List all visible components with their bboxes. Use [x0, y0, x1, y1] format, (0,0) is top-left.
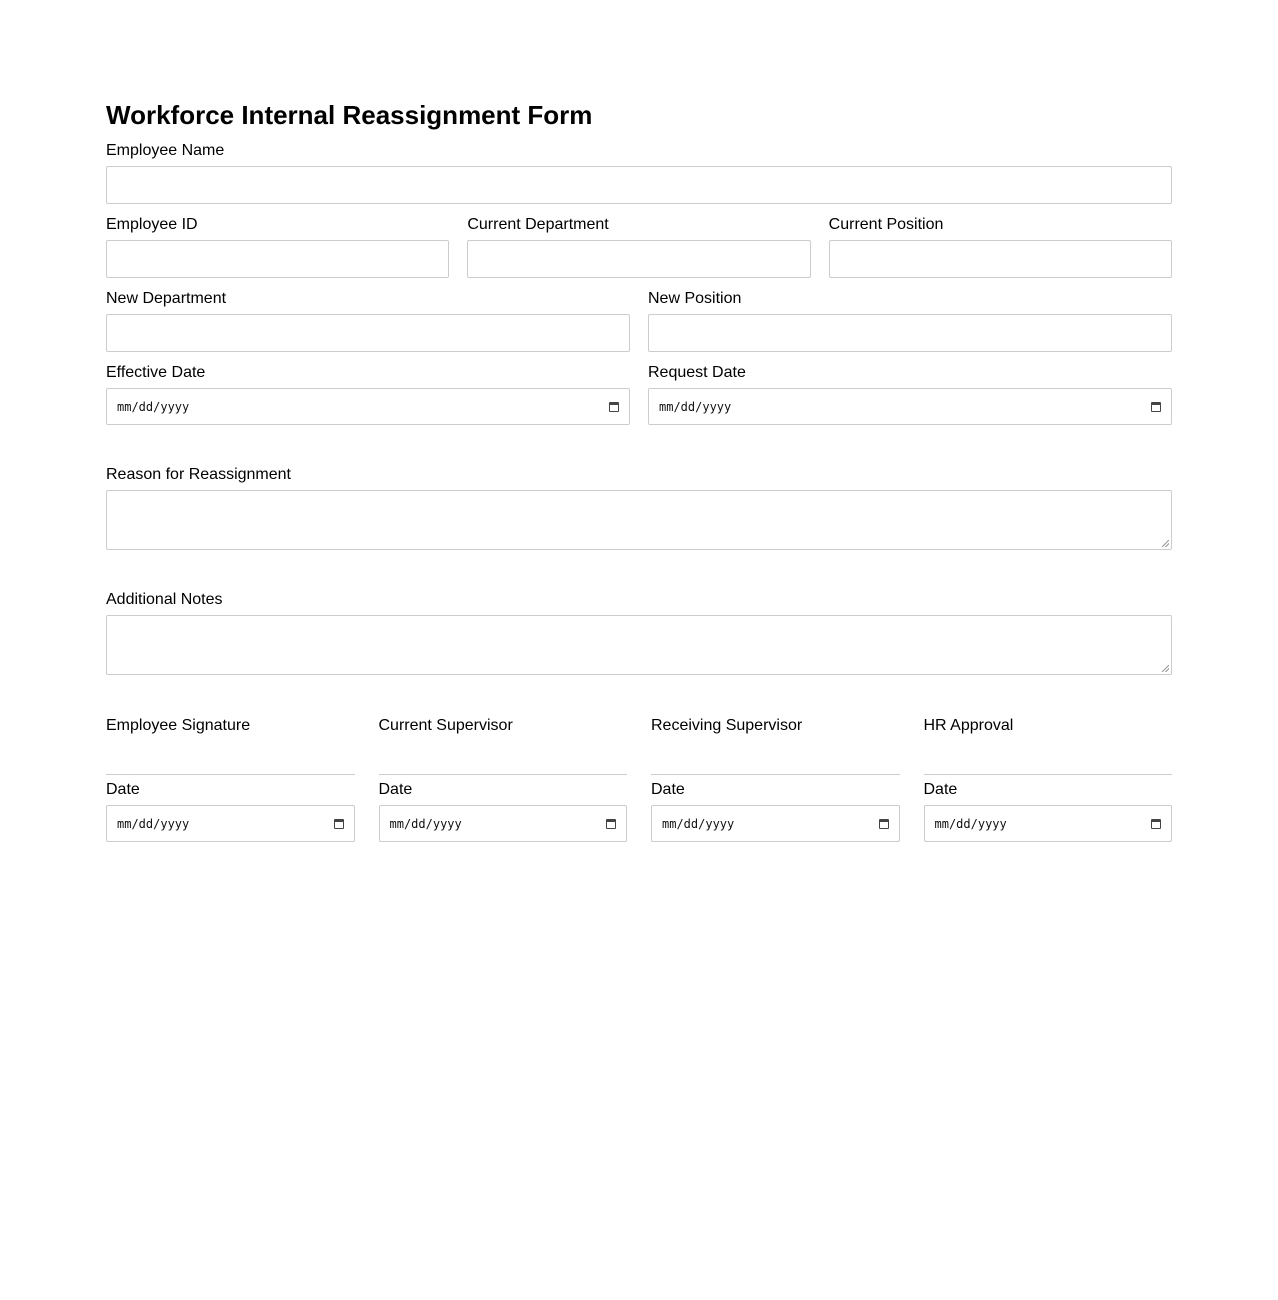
calendar-icon[interactable] — [879, 819, 889, 829]
signature-block — [379, 716, 628, 842]
signature-date-input[interactable] — [651, 805, 900, 842]
date-placeholder: mm/dd/yyyy — [934, 816, 1007, 831]
calendar-icon[interactable] — [334, 819, 344, 829]
date-label: Date — [378, 781, 413, 798]
date-label: Date — [106, 781, 140, 798]
new-position-input[interactable] — [648, 314, 1172, 352]
employee-id-label: Employee ID — [106, 216, 198, 233]
date-placeholder: mm/dd/yyyy — [117, 399, 190, 414]
signature-line[interactable] — [651, 741, 900, 775]
signature-block — [651, 716, 900, 842]
reason-textarea[interactable] — [106, 490, 1172, 550]
request-date-label: Request Date — [648, 364, 746, 381]
date-placeholder: mm/dd/yyyy — [662, 816, 735, 831]
date-label: Date — [651, 781, 685, 798]
notes-label: Additional Notes — [106, 591, 223, 608]
signature-label: Employee Signature — [106, 717, 251, 734]
signature-line[interactable] — [379, 741, 628, 775]
employee-name-input[interactable] — [106, 166, 1172, 204]
current-department-label: Current Department — [467, 216, 609, 233]
signature-date-input[interactable] — [924, 805, 1173, 842]
calendar-icon[interactable] — [606, 819, 616, 829]
current-position-input[interactable] — [829, 240, 1172, 278]
request-date-input[interactable] — [648, 388, 1172, 425]
signature-label: Current Supervisor — [378, 717, 513, 734]
current-department-input[interactable] — [467, 240, 810, 278]
notes-textarea[interactable] — [106, 615, 1172, 675]
new-department-input[interactable] — [106, 314, 630, 352]
employee-name-group — [106, 141, 1172, 204]
signature-date-input[interactable] — [106, 805, 355, 842]
current-position-label: Current Position — [828, 216, 944, 233]
reason-label: Reason for Reassignment — [106, 466, 291, 483]
employee-name-label: Employee Name — [106, 142, 225, 159]
page-title: Workforce Internal Reassignment Form — [106, 100, 593, 130]
signature-label: HR Approval — [923, 717, 1014, 734]
signature-block — [924, 716, 1173, 842]
signature-block — [106, 716, 355, 842]
new-position-label: New Position — [648, 290, 742, 307]
signature-line[interactable] — [106, 741, 355, 775]
date-placeholder: mm/dd/yyyy — [659, 399, 732, 414]
effective-date-label: Effective Date — [106, 364, 206, 381]
signature-line[interactable] — [924, 741, 1173, 775]
calendar-icon[interactable] — [1151, 402, 1161, 412]
signature-date-input[interactable] — [379, 805, 628, 842]
reassignment-form — [106, 98, 1172, 842]
signature-label: Receiving Supervisor — [651, 717, 803, 734]
employee-id-input[interactable] — [106, 240, 449, 278]
date-label: Date — [923, 781, 958, 798]
date-placeholder: mm/dd/yyyy — [389, 816, 462, 831]
date-placeholder: mm/dd/yyyy — [117, 816, 190, 831]
calendar-icon[interactable] — [609, 402, 619, 412]
calendar-icon[interactable] — [1151, 819, 1161, 829]
new-department-label: New Department — [106, 290, 227, 307]
effective-date-input[interactable] — [106, 388, 630, 425]
